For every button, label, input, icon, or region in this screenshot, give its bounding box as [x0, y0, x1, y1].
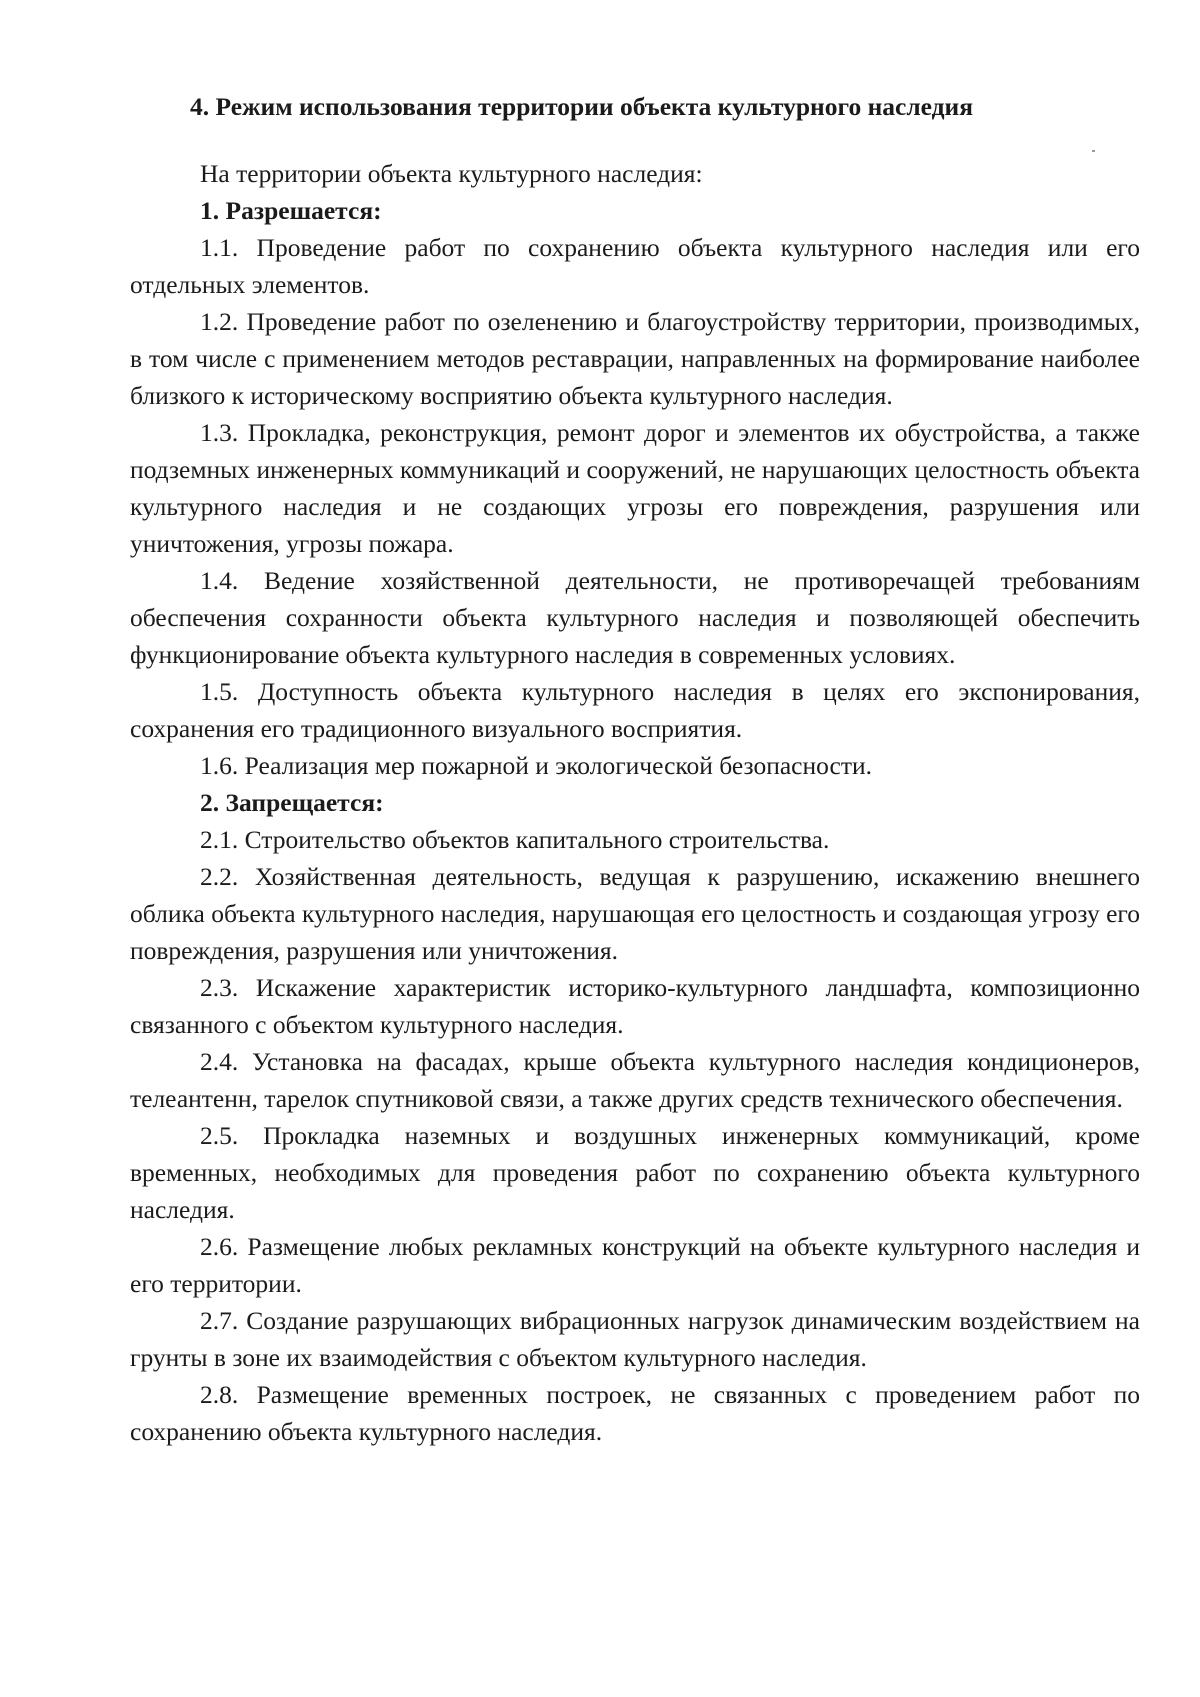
- clause-1-2: 1.2. Проведение работ по озеленению и благоустройству территории, производимых, в том числе с применением методов реставрации, направленных на формирование наиболее близкого к историческому восприятию объекта культурного наследия.: [130, 307, 1140, 410]
- clause-2-8: 2.8. Размещение временных построек, не связанных с проведением работ по сохранению объекта культурного наследия.: [130, 1380, 1140, 1446]
- clause-1-5: 1.5. Доступность объекта культурного наследия в целях его экспонирования, сохранения его традиционного визуального восприятия.: [130, 677, 1140, 743]
- clause-2-7: 2.7. Создание разрушающих вибрационных нагрузок динамическим воздействием на грунты в зоне их взаимодействия с объектом культурного наследия.: [130, 1306, 1140, 1372]
- clause-1-4: 1.4. Ведение хозяйственной деятельности, не противоречащей требованиям обеспечения сохранности объекта культурного наследия и позволяющей обеспечить функционирование объекта культурного наследия в современных условиях.: [130, 566, 1140, 669]
- clause-1-3: 1.3. Прокладка, реконструкция, ремонт дорог и элементов их обустройства, а также подземных инженерных коммуникаций и сооружений, не нарушающих целостность объекта культурного наследия и не создающих угрозы его повреждения, разрушения или уничтожения, угрозы пожара.: [130, 418, 1140, 558]
- clause-2-3: 2.3. Искажение характеристик историко-культурного ландшафта, композиционно связанного с объектом культурного наследия.: [130, 973, 1140, 1039]
- scan-speck: [1092, 150, 1095, 152]
- clause-2-2: 2.2. Хозяйственная деятельность, ведущая к разрушению, искажению внешнего облика объекта культурного наследия, нарушающая его целостность и создающая угрозу его повреждения, разрушения или уничтожения.: [130, 862, 1140, 965]
- clause-1-6: 1.6. Реализация мер пожарной и экологической безопасности.: [200, 751, 873, 780]
- clause-2-5: 2.5. Прокладка наземных и воздушных инженерных коммуникаций, кроме временных, необходимых для проведения работ по сохранению объекта культурного наследия.: [130, 1121, 1140, 1224]
- section2-heading: 2. Запрещается:: [200, 788, 384, 817]
- clause-1-1: 1.1. Проведение работ по сохранению объекта культурного наследия или его отдельных элементов.: [130, 233, 1140, 299]
- clause-2-6: 2.6. Размещение любых рекламных конструкций на объекте культурного наследия и его территории.: [130, 1232, 1140, 1298]
- clause-2-4: 2.4. Установка на фасадах, крыше объекта культурного наследия кондиционеров, телеантенн, тарелок спутниковой связи, а также других средств технического обеспечения.: [130, 1047, 1140, 1113]
- intro-text: На территории объекта культурного наследия:: [200, 159, 703, 188]
- section-title: 4. Режим использования территории объекта культурного наследия: [190, 92, 974, 121]
- clause-2-1: 2.1. Строительство объектов капитального строительства.: [200, 825, 830, 854]
- section1-heading: 1. Разрешается:: [200, 196, 382, 225]
